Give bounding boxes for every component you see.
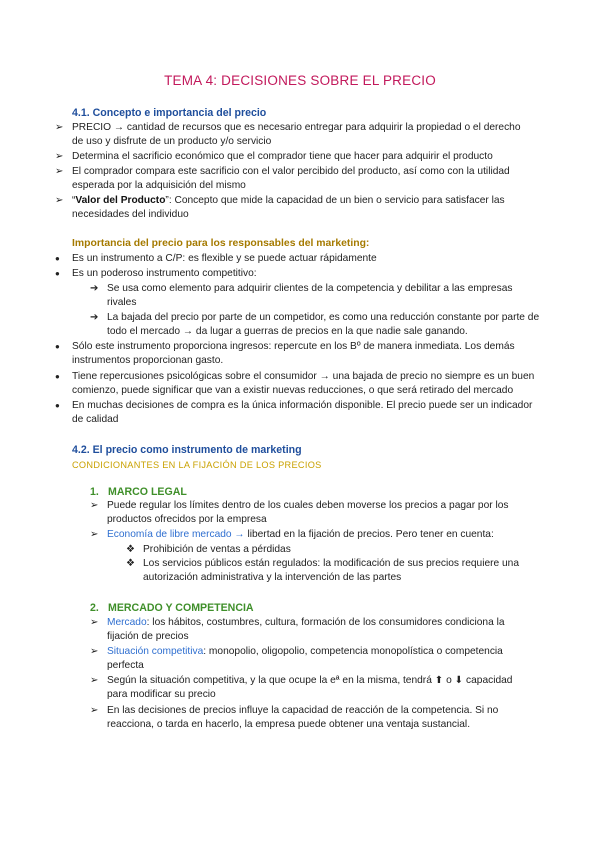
arrow-bullet-icon: ➢ — [55, 166, 64, 177]
dot-bullet-icon: ● — [55, 269, 60, 278]
dot-bullet-icon: ● — [55, 254, 60, 263]
list-item: ➢ Puede regular los límites dentro de los cuales deben moverse los precios a pagar por los productos ofrecidos por la empresa — [90, 500, 509, 525]
diamond-bullet-icon: ❖ — [126, 544, 135, 555]
list-item: ➢ “Valor del Producto”: Concepto que mide la capacidad de un bien o servicio para satisfacer las necesidades del individuo — [55, 195, 505, 220]
arrow-bullet-icon: ➢ — [55, 122, 64, 133]
dot-bullet-icon: ● — [55, 401, 60, 410]
list-item: ● Tiene repercusiones psicológicas sobre el consumidor → una bajada de precio no siempre es un buen comienzo, puede significar que van a existir nuevas reducciones, o que será retirado del mercado — [55, 371, 535, 396]
arrow-down-icon: ⬇ — [454, 675, 464, 686]
dot-bullet-icon: ● — [55, 372, 60, 381]
list-item: ➢ En las decisiones de precios influye la capacidad de reacción de la competencia. Si no reacciona, o tarda en hacerlo, la empresa puede obtener una ventaja sustancial. — [90, 705, 499, 730]
arrow-bullet-icon: ➢ — [90, 705, 99, 716]
arrow-sub-icon: ➔ — [90, 312, 99, 323]
arrow-bullet-icon: ➢ — [90, 500, 99, 511]
marco-legal-heading: 1. MARCO LEGAL — [90, 486, 187, 498]
list-item: ➢ El comprador compara este sacrificio con el valor percibido del producto, así como con la utilidad esperada por la adquisición del mismo — [55, 166, 510, 191]
section-heading-4-2: 4.2. El precio como instrumento de marketing — [72, 444, 302, 456]
list-item: ➢ Situación competitiva: monopolio, oligopolio, competencia monopolística o competencia perfecta — [90, 646, 503, 671]
list-item: ➔ Se usa como elemento para adquirir clientes de la competencia y debilitar a las empresas rivales — [90, 283, 513, 308]
arrow-sub-icon: ➔ — [90, 283, 99, 294]
arrow-bullet-icon: ➢ — [90, 675, 99, 686]
mercado-heading: 2. MERCADO Y COMPETENCIA — [90, 602, 254, 614]
dot-bullet-icon: ● — [55, 342, 60, 351]
arrow-bullet-icon: ➢ — [55, 195, 64, 206]
page-title: TEMA 4: DECISIONES SOBRE EL PRECIO — [164, 73, 436, 88]
list-item: ❖ Los servicios públicos están regulados: la modificación de sus precios requiere una autorización administrativa y la intervención de las partes — [126, 558, 520, 583]
diamond-bullet-icon: ❖ — [126, 558, 135, 569]
importancia-heading: Importancia del precio para los responsables del marketing: — [72, 238, 370, 249]
arrow-up-icon: ⬆ — [434, 675, 444, 686]
list-item: ➔ La bajada del precio por parte de un competidor, es como una reducción constante por parte de todo el mercado → da lugar a guerras de precios en la que nadie sale ganando. — [90, 312, 540, 337]
arrow-bullet-icon: ➢ — [90, 646, 99, 657]
section-heading-4-1: 4.1. Concepto e importancia del precio — [72, 107, 267, 119]
list-item: ➢ Mercado: los hábitos, costumbres, cultura, formación de los consumidores condiciona la fijación de precios — [90, 617, 505, 642]
list-item: ● Es un instrumento a C/P: es flexible y se puede actuar rápidamente — [55, 253, 377, 264]
list-item: ➢ Determina el sacrificio económico que el comprador tiene que hacer para adquirir el producto — [55, 151, 493, 162]
list-item: ● En muchas decisiones de compra es la única información disponible. El precio puede ser un indicador de calidad — [55, 400, 533, 425]
arrow-bullet-icon: ➢ — [90, 529, 99, 540]
list-item: ● Sólo este instrumento proporciona ingresos: repercute en los Bº de manera inmediata. Los demás instrumentos proporcionan gasto. — [55, 341, 515, 366]
list-item: ➢ Economía de libre mercado → libertad en la fijación de precios. Pero tener en cuenta: — [90, 529, 494, 540]
list-item: ➢ Según la situación competitiva, y la que ocupe la eª en la misma, tendrá ⬆ o ⬇ capacidad para modificar su precio — [90, 675, 513, 700]
arrow-bullet-icon: ➢ — [90, 617, 99, 628]
list-item: ➢ PRECIO → cantidad de recursos que es necesario entregar para adquirir la propiedad o el derecho de uso y disfrute de un producto y/o servicio — [55, 122, 521, 147]
condicionantes-subheading: CONDICIONANTES EN LA FIJACIÓN DE LOS PRECIOS — [72, 460, 322, 470]
list-item: ● Es un poderoso instrumento competitivo: — [55, 268, 257, 279]
arrow-bullet-icon: ➢ — [55, 151, 64, 162]
list-item: ❖ Prohibición de ventas a pérdidas — [126, 544, 291, 555]
